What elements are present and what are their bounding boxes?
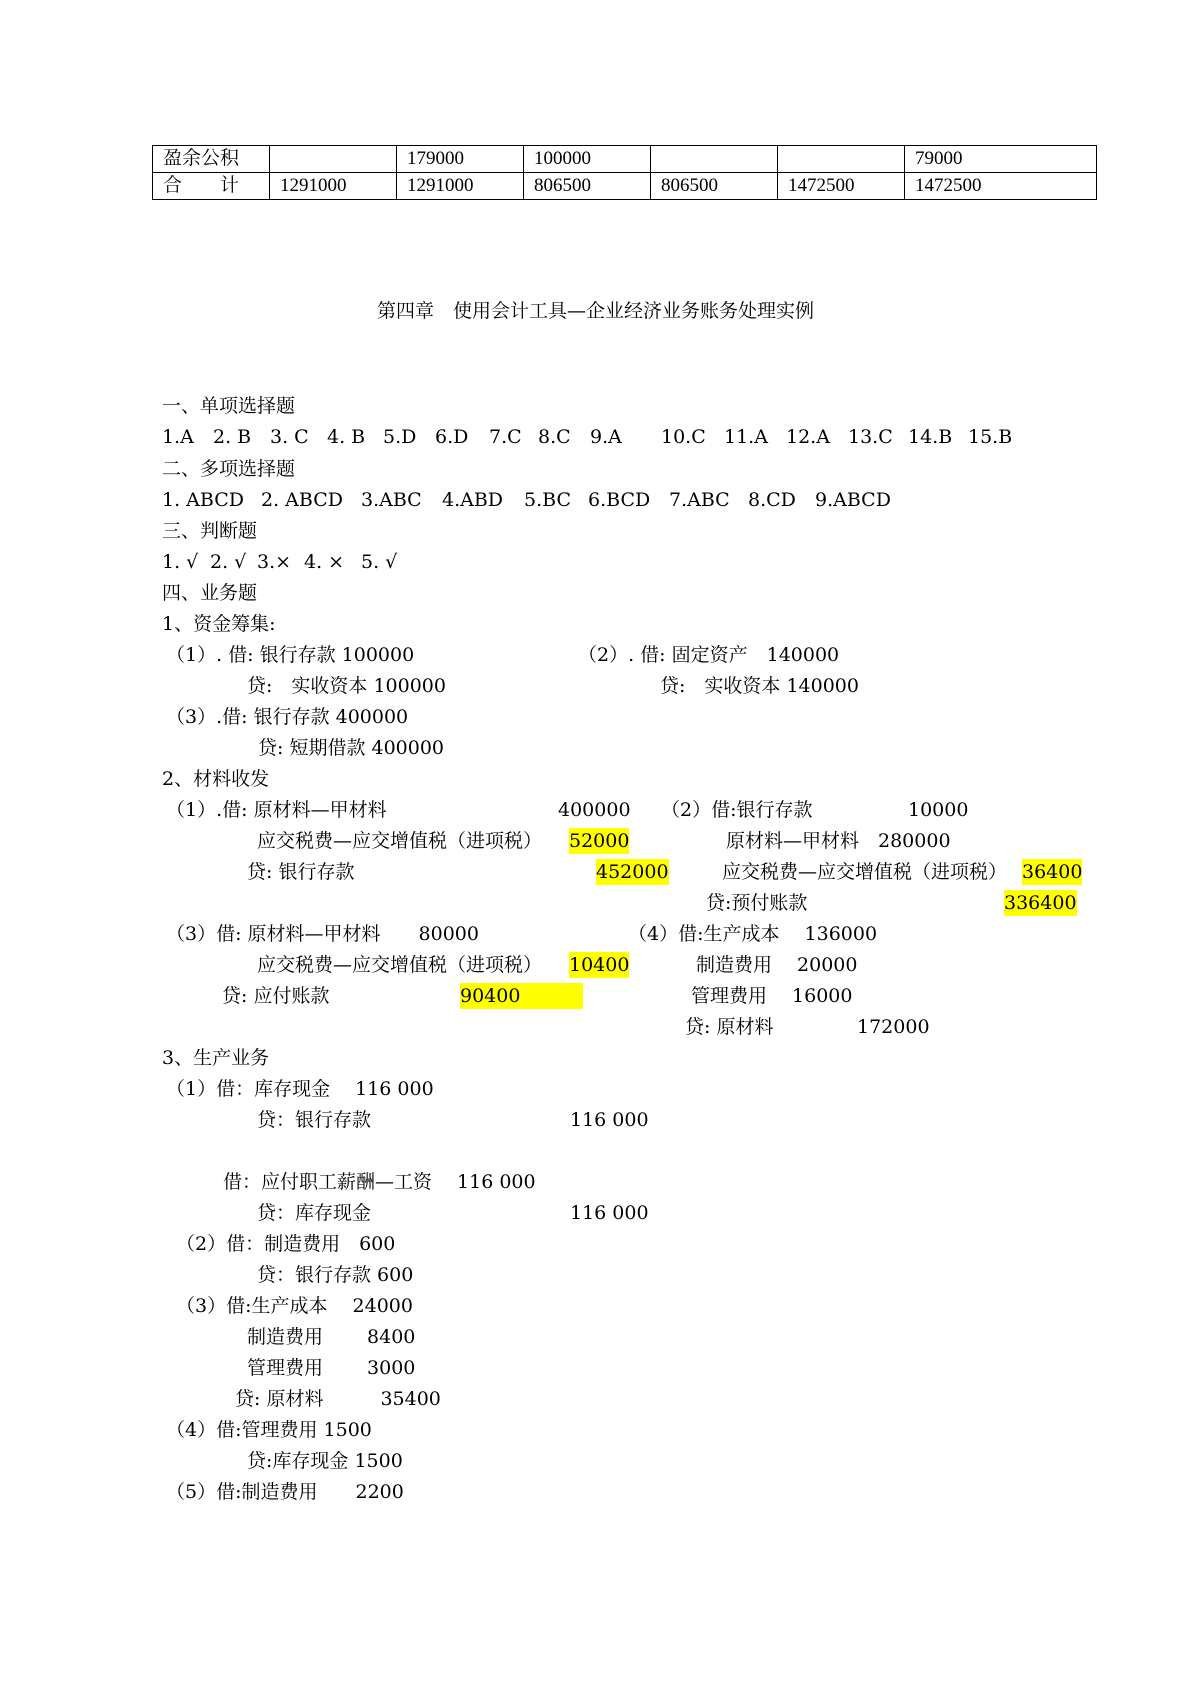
table-cell: 1291000 bbox=[397, 173, 524, 200]
answer-item: 4. × bbox=[304, 551, 345, 573]
answer-item: 3.× bbox=[257, 551, 292, 573]
journal-line: 贷: 应付账款 bbox=[222, 985, 330, 1007]
answer-item: 14.B bbox=[908, 426, 953, 448]
table-cell: 合 计 bbox=[153, 173, 270, 200]
answer-item: 8.CD bbox=[748, 489, 796, 511]
journal-amount: 116 000 bbox=[570, 1109, 649, 1131]
table-cell: 806500 bbox=[651, 173, 778, 200]
journal-line: （3）借:生产成本 24000 bbox=[176, 1295, 413, 1317]
answer-item: 9.A bbox=[590, 426, 622, 448]
journal-line: （1）.借: 原材料—甲材料 bbox=[166, 799, 387, 821]
answer-item: 7.C bbox=[489, 426, 522, 448]
section-heading-multiple-choice: 二、多项选择题 bbox=[162, 458, 296, 480]
answer-item: 8.C bbox=[538, 426, 571, 448]
highlighted-amount: 36400 bbox=[1022, 861, 1083, 883]
answer-item: 3. C bbox=[270, 426, 309, 448]
journal-line: 贷:库存现金 1500 bbox=[247, 1450, 403, 1472]
journal-amount: 116 000 bbox=[570, 1202, 649, 1224]
answer-item: 2. B bbox=[213, 426, 252, 448]
table-cell: 806500 bbox=[524, 173, 651, 200]
table-cell: 1472500 bbox=[778, 173, 905, 200]
journal-line: 制造费用 8400 bbox=[247, 1326, 416, 1348]
highlighted-amount: 10400 bbox=[569, 954, 630, 976]
table-cell: 179000 bbox=[397, 146, 524, 173]
answer-item: 4. B bbox=[327, 426, 366, 448]
journal-line: （1）. 借: 银行存款 100000 bbox=[166, 644, 415, 666]
highlighted-amount: 452000 bbox=[596, 861, 669, 883]
journal-line: 借：应付职工薪酬—工资 116 000 bbox=[223, 1171, 536, 1193]
table-cell bbox=[651, 146, 778, 173]
journal-line: （3）.借: 银行存款 400000 bbox=[166, 706, 409, 728]
ledger-table bbox=[152, 145, 1097, 200]
journal-line: 贷: 实收资本 100000 bbox=[247, 675, 446, 697]
highlighted-amount: 90400 bbox=[460, 983, 583, 1009]
answer-item: 7.ABC bbox=[669, 489, 730, 511]
answer-item: 3.ABC bbox=[361, 489, 422, 511]
table-cell bbox=[778, 146, 905, 173]
answer-item: 4.ABD bbox=[442, 489, 504, 511]
journal-line: 贷:预付账款 bbox=[706, 892, 808, 914]
journal-line: 贷：银行存款 600 bbox=[257, 1264, 414, 1286]
journal-line: （2）借：制造费用 600 bbox=[176, 1233, 396, 1255]
table-cell: 79000 bbox=[905, 146, 1097, 173]
journal-line: 贷：库存现金 bbox=[257, 1202, 372, 1224]
journal-line: 原材料—甲材料 280000 bbox=[726, 830, 951, 852]
subsection-materials: 2、材料收发 bbox=[162, 768, 270, 790]
journal-line: 应交税费—应交增值税（进项税） bbox=[257, 954, 543, 976]
answer-item: 1. ABCD bbox=[162, 489, 244, 511]
journal-amount: 400000 bbox=[558, 799, 631, 821]
journal-line: （1）借：库存现金 116 000 bbox=[166, 1078, 434, 1100]
subsection-production: 3、生产业务 bbox=[162, 1047, 270, 1069]
journal-line: 应交税费—应交增值税（进项税） bbox=[722, 861, 1008, 883]
answer-item: 1.A bbox=[162, 426, 194, 448]
table-cell: 1291000 bbox=[270, 173, 397, 200]
highlighted-amount: 336400 bbox=[1004, 892, 1077, 914]
table-row bbox=[153, 173, 1097, 200]
answer-item: 5.BC bbox=[524, 489, 571, 511]
journal-line: 贷: 银行存款 bbox=[247, 861, 355, 883]
journal-line: 贷: 实收资本 140000 bbox=[660, 675, 859, 697]
journal-line: 贷: 原材料 bbox=[685, 1016, 774, 1038]
journal-line: 应交税费—应交增值税（进项税） bbox=[257, 830, 543, 852]
subsection-funding: 1、资金筹集: bbox=[162, 613, 276, 635]
table-cell: 1472500 bbox=[905, 173, 1097, 200]
journal-line: 管理费用 16000 bbox=[691, 985, 853, 1007]
journal-line: （4）借:生产成本 136000 bbox=[628, 923, 878, 945]
journal-line: 管理费用 3000 bbox=[247, 1357, 416, 1379]
answer-item: 5.D bbox=[383, 426, 417, 448]
journal-line: （2）. 借: 固定资产 140000 bbox=[578, 644, 840, 666]
table-row bbox=[153, 146, 1097, 173]
journal-line: 贷: 原材料 35400 bbox=[235, 1388, 441, 1410]
journal-line: （5）借:制造费用 2200 bbox=[166, 1481, 404, 1503]
table-cell bbox=[270, 146, 397, 173]
highlighted-amount: 52000 bbox=[569, 830, 630, 852]
section-heading-true-false: 三、判断题 bbox=[162, 520, 258, 542]
answer-item: 6.BCD bbox=[588, 489, 651, 511]
answer-item: 6.D bbox=[435, 426, 469, 448]
answer-item: 5. √ bbox=[361, 551, 398, 573]
answer-item: 12.A bbox=[786, 426, 830, 448]
journal-line: 贷: 短期借款 400000 bbox=[258, 737, 445, 759]
chapter-title: 第四章 使用会计工具—企业经济业务账务处理实例 bbox=[376, 300, 814, 322]
section-heading-business: 四、业务题 bbox=[162, 582, 258, 604]
journal-line: 贷：银行存款 bbox=[257, 1109, 372, 1131]
journal-line: （4）借:管理费用 1500 bbox=[166, 1419, 372, 1441]
answer-item: 10.C bbox=[661, 426, 706, 448]
answer-item: 9.ABCD bbox=[815, 489, 891, 511]
journal-line: （2）借:银行存款 bbox=[661, 799, 813, 821]
answer-item: 13.C bbox=[848, 426, 893, 448]
journal-amount: 172000 bbox=[857, 1016, 930, 1038]
journal-line: （3）借: 原材料—甲材料 80000 bbox=[166, 923, 479, 945]
answer-item: 11.A bbox=[724, 426, 768, 448]
answer-item: 2. √ bbox=[210, 551, 247, 573]
answer-item: 2. ABCD bbox=[261, 489, 343, 511]
journal-amount: 10000 bbox=[908, 799, 969, 821]
table-cell: 100000 bbox=[524, 146, 651, 173]
section-heading-single-choice: 一、单项选择题 bbox=[162, 395, 296, 417]
table-cell: 盈余公积 bbox=[153, 146, 270, 173]
answer-item: 15.B bbox=[968, 426, 1013, 448]
answer-item: 1. √ bbox=[162, 551, 199, 573]
journal-line: 制造费用 20000 bbox=[696, 954, 858, 976]
